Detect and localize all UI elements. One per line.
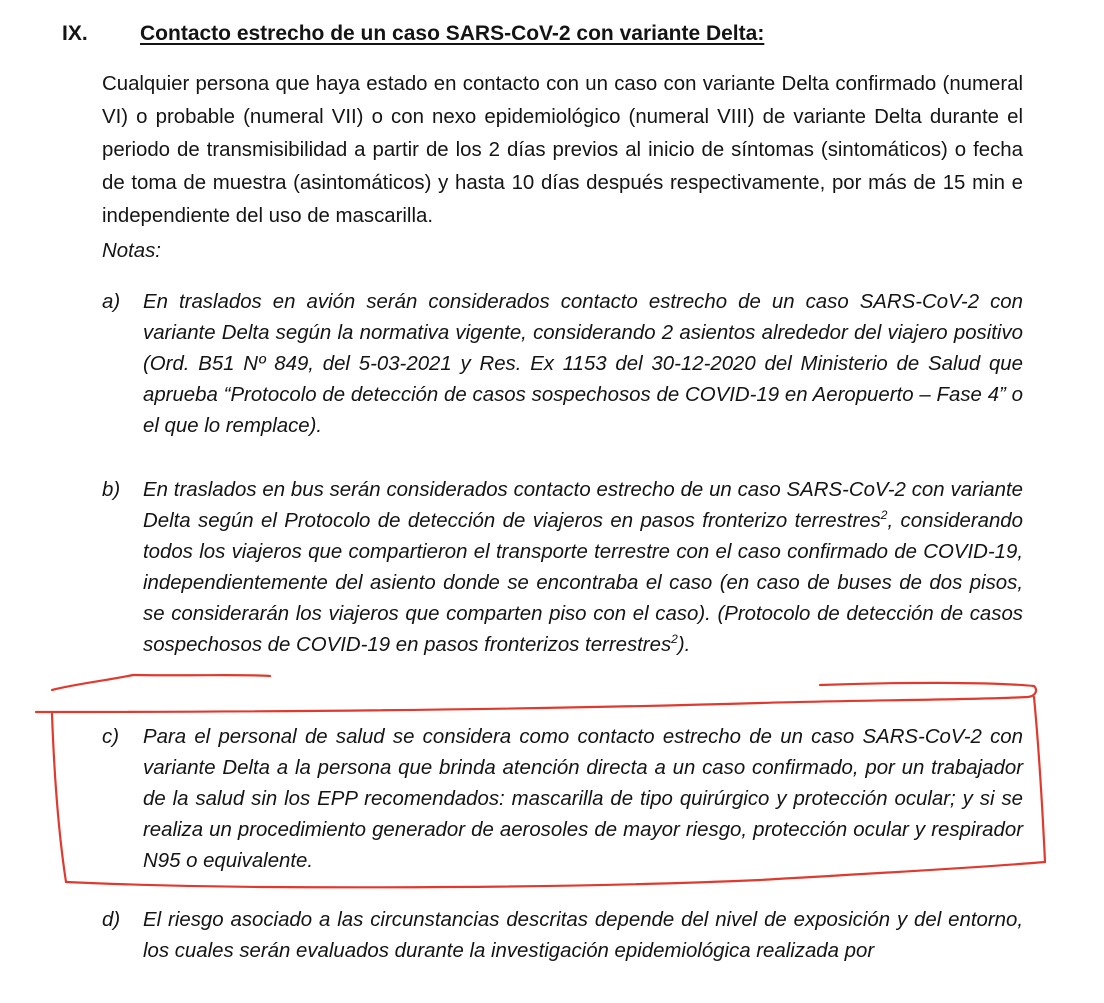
note-text-d: El riesgo asociado a las circunstancias descritas depende del nivel de exposición y del entorno, los cuales serán evaluados durante la investigación epidemiológica realizada por [143, 909, 1023, 962]
note-text-a: En traslados en avión serán considerados contacto estrecho de un caso SARS-CoV-2 con variante Delta según la normativa vigente, considerando 2 asientos alrededor del viajero positivo (Ord. B51 Nº 849, del 5-03-2021 y Res. Ex 1153 del 30-12-2020 del Ministerio de Salud que aprueba “Protocolo de detección de casos sospechosos de COVID-19 en Aeropuerto – Fase 4” o el que lo remplace). [143, 291, 1023, 437]
note-b-text-part2: , considerando todos los viajeros que compartieron el transporte terrestre con el caso confirmado de COVID-19, independientemente del asiento donde se encontraba el caso (en caso de buses de dos pisos, se considerarán los viajeros que comparten piso con el caso). (Protocolo de detección de casos sospechosos de COVID-19 en pasos fronterizos terrestres [143, 510, 1023, 656]
footnote-ref: 2 [880, 508, 888, 522]
section-title: Contacto estrecho de un caso SARS-CoV-2 con variante Delta: [140, 22, 765, 45]
note-marker-d: d) [102, 909, 121, 931]
notes-label: Notas: [102, 240, 161, 262]
annotation-hook [52, 675, 133, 690]
note-marker-b: b) [102, 479, 121, 501]
note-text-b [143, 475, 1023, 661]
annotation-left-line [52, 714, 66, 882]
footnote-ref: 2 [671, 632, 678, 646]
annotation-top-line [36, 683, 1036, 712]
intro-paragraph: Cualquier persona que haya estado en contacto con un caso con variante Delta confirmado (numeral VI) o probable (numeral VII) o con nexo epidemiológico (numeral VIII) de variante Delta durante el periodo de transmisibilidad a partir de los 2 días previos al inicio de síntomas (sintomáticos) o fecha de toma de muestra (asintomáticos) y hasta 10 días después respectivamente, por más de 15 min e independiente del uso de mascarilla. [102, 73, 1023, 227]
note-b-text-part1: En traslados en bus serán considerados contacto estrecho de un caso SARS-CoV-2 con variante Delta según el Protocolo de detección de viajeros en pasos fronterizo terrestres [143, 479, 1023, 532]
annotation-underline [133, 675, 270, 676]
note-marker-c: c) [102, 726, 119, 748]
note-text-c: Para el personal de salud se considera como contacto estrecho de un caso SARS-CoV-2 con variante Delta a la persona que brinda atención directa a un caso confirmado, por un trabajador de la salud sin los EPP recomendados: mascarilla de tipo quirúrgico y protección ocular; y si se realiza un procedimiento generador de aerosoles de mayor riesgo, protección ocular y respirador N95 o equivalente. [143, 726, 1023, 872]
section-number: IX. [62, 22, 88, 45]
section-heading [62, 22, 1062, 52]
note-marker-a: a) [102, 291, 121, 313]
annotation-right-line [1034, 697, 1045, 862]
note-b-text-part3: ). [677, 634, 691, 656]
